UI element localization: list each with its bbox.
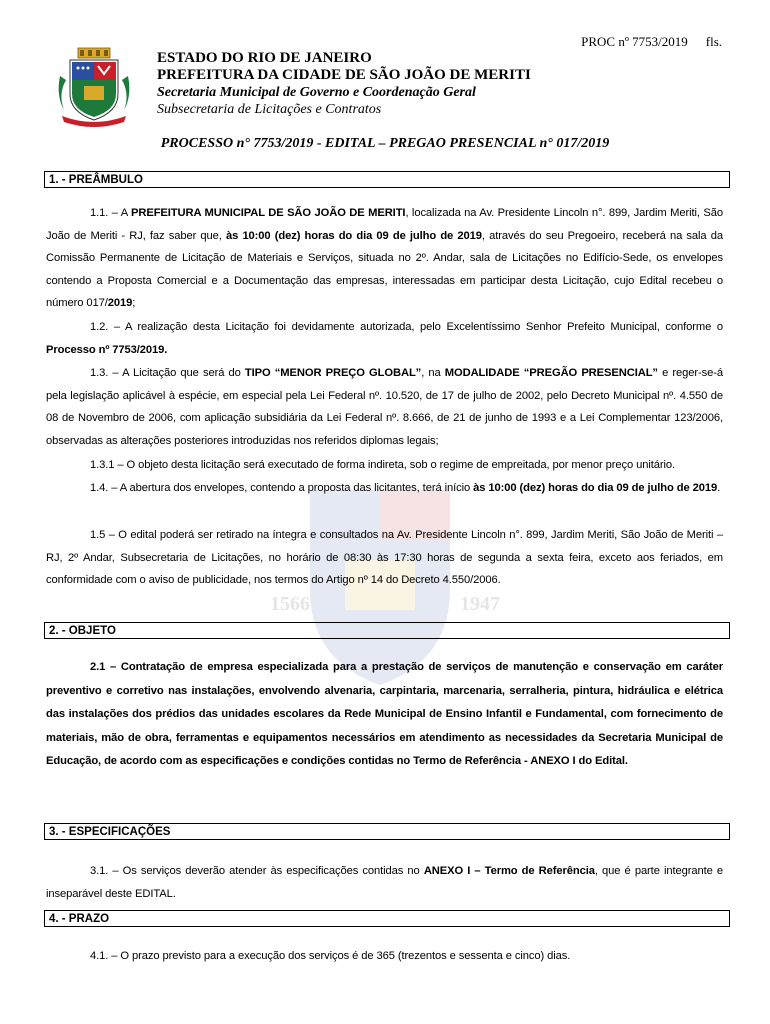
text-bold: TIPO “MENOR PREÇO GLOBAL” <box>244 367 422 379</box>
text: ; <box>132 297 136 310</box>
text-bold: às 10:00 (dez) horas do dia 09 de julho de 2019 <box>473 482 718 494</box>
section-heading-preambulo: 1. - PREÂMBULO <box>44 171 730 188</box>
text: 1.4. – A abertura dos envelopes, contendo a proposta das licitantes, terá início <box>90 482 474 494</box>
text: 4.1. – O prazo previsto para a execução dos serviços é de 365 (trezentos e sessenta e cinco) dias. <box>90 950 571 962</box>
text: 1.3.1 – O objeto desta licitação será executado de forma indireta, sob o regime de empreitada, por menor preço unitário. <box>90 459 676 471</box>
fls-label: fls. <box>705 34 722 49</box>
paragraph-1-1 <box>46 202 723 315</box>
paragraph-1-3 <box>46 362 723 452</box>
paragraph-1-4 <box>46 477 723 500</box>
letterhead <box>157 50 531 118</box>
text-bold: Processo nº 7753/2019. <box>46 343 168 356</box>
text: 1.2. – A realização desta Licitação foi devidamente autorizada, pelo Excelentíssimo Senhor Prefeito Municipal, conforme o <box>90 321 723 333</box>
text: , localizada na Av. Presidente Lincoln n°. 899, Jardim Meriti, São João de Meriti - RJ, faz saber que, <box>46 207 723 242</box>
proc-number: PROC nº 7753/2019 <box>581 34 688 49</box>
subsecretariat-name: Subsecretaria de Licitações e Contratos <box>157 102 382 117</box>
watermark-year-right: 1947 <box>460 593 500 615</box>
paragraph-2-1 <box>46 656 723 774</box>
document-title: PROCESSO n° 7753/2019 - EDITAL – PREGAO PRESENCIAL n° 017/2019 <box>160 136 610 151</box>
process-number <box>581 34 722 50</box>
text: 1.3. – A Licitação que será do <box>90 367 245 379</box>
state-name: ESTADO DO RIO DE JANEIRO <box>157 50 372 66</box>
text: e reger-se-á pela legislação aplicável à espécie, em especial pela Lei Federal nº. 10.520, de 17 de julho de 2002, pelo Decreto Municipal nº. 4.550 de 08 de Novembro de 2006, com aplicação subsidiária da Lei Federal nº. 8.666, de 21 de junho de 1993 e a Lei Complementar 123/2006, observadas as alterações posteriores introduzidas nos referidos diplomas legais; <box>46 367 723 447</box>
text-bold: 2.1 – Contratação de empresa especializada para a prestação de serviços de manutenção e conservação em caráter preventivo e corretivo nas instalações, envolvendo alvenaria, carpintaria, marcenaria, serralheria, pintura, hidráulica e elétrica das instalações dos prédios das unidades escolares da Rede Municipal de Ensino Infantil e Fundamental, com fornecimento de materiais, mão de obra, ferramentas e equipamentos necessários em atendimento as necessidades da Secretaria Municipal de Educação, de acordo com as especificações e condições contidas no Termo de Referência - ANEXO I do Edital. <box>46 661 723 768</box>
paragraph-1-5 <box>46 524 723 592</box>
text-bold: MODALIDADE “PREGÃO PRESENCIAL” <box>444 367 658 379</box>
paragraph-4-1 <box>46 945 723 968</box>
text-bold: às 10:00 (dez) horas do dia 09 de julho de 2019 <box>226 229 482 242</box>
text: , que é parte integrante e inseparável deste EDITAL. <box>46 865 723 900</box>
text-bold: 2019 <box>107 297 133 310</box>
text: , na <box>421 367 445 379</box>
paragraph-1-3-1 <box>46 454 723 477</box>
city-hall-name: PREFEITURA DA CIDADE DE SÃO JOÃO DE MERITI <box>157 67 531 83</box>
municipal-crest-icon <box>52 46 136 128</box>
text: 3.1. – Os serviços deverão atender às especificações contidas no <box>90 865 424 877</box>
secretariat-name: Secretaria Municipal de Governo e Coordenação Geral <box>157 85 476 100</box>
section-heading-prazo: 4. - PRAZO <box>44 910 730 927</box>
text-bold: PREFEITURA MUNICIPAL DE SÃO JOÃO DE MERITI <box>130 207 406 219</box>
section-heading-objeto: 2. - OBJETO <box>44 622 730 639</box>
paragraph-1-2 <box>46 316 723 361</box>
text: , através do seu Pregoeiro, receberá na sala da Comissão Permanente de Licitação de Materiais e Serviços, situada no 2º. Andar, sala de Licitações no Edifício-Sede, os envelopes contendo a Proposta Comercial e a Documentação das empresas, interessadas em participar desta Licitação, cujo Edital recebeu o número 017/ <box>46 229 723 310</box>
paragraph-3-1 <box>46 860 723 905</box>
text: . <box>717 482 721 494</box>
text: 1.5 – O edital poderá ser retirado na íntegra e consultados na Av. Presidente Lincoln n°. 899, Jardim Meriti, São João de Meriti – RJ, 2º Andar, Subsecretaria de Licitações, no horário de 08:30 às 17:30 horas de segunda a sexta feira, exceto aos feriados, em conformidade com o aviso de publicidade, nos termos do Artigo nº 14 do Decreto 4.550/2006. <box>46 529 723 587</box>
text: 1.1. – A <box>90 207 131 219</box>
watermark-year-left: 1566 <box>270 593 310 615</box>
section-heading-especificacoes: 3. - ESPECIFICAÇÕES <box>44 823 730 840</box>
text-bold: ANEXO I – Termo de Referência <box>423 865 595 877</box>
